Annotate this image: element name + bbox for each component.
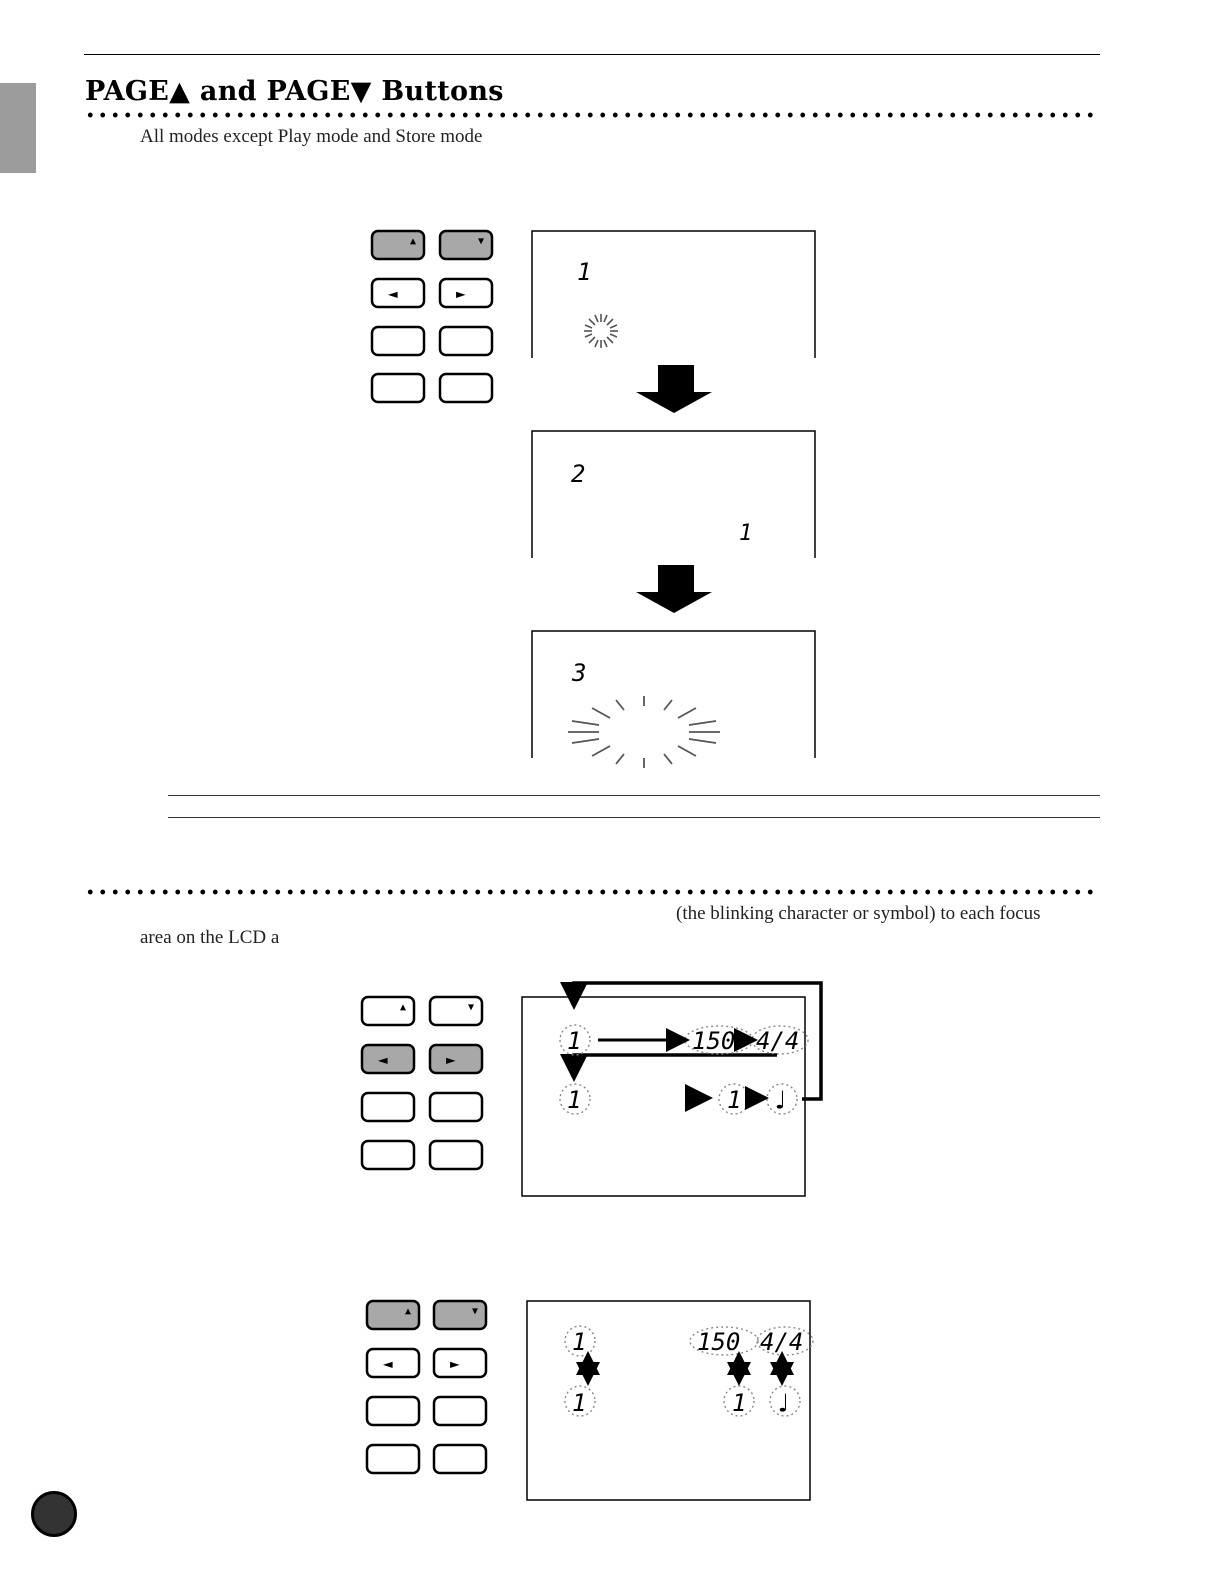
right-button[interactable] xyxy=(430,1045,482,1073)
focus-tempo: 150 xyxy=(692,1027,736,1055)
blank-button[interactable] xyxy=(362,1093,414,1121)
focus-bottom-mid: 1 xyxy=(732,1389,747,1417)
right-icon: ► xyxy=(450,1354,460,1373)
page-down-button[interactable] xyxy=(440,231,492,259)
right-button[interactable] xyxy=(440,279,492,307)
blank-button[interactable] xyxy=(367,1445,419,1473)
blank-button[interactable] xyxy=(440,327,492,355)
right-button[interactable] xyxy=(434,1349,486,1377)
blank-button[interactable] xyxy=(430,1141,482,1169)
note-icon: ♩ xyxy=(772,1086,788,1116)
lcd-page-number: 1 xyxy=(577,258,592,286)
down-arrow-icon xyxy=(636,365,712,413)
lcd-page-1 xyxy=(532,231,815,358)
blank-button[interactable] xyxy=(434,1397,486,1425)
note-icon: ♩ xyxy=(775,1389,791,1419)
page-down-icon: ▼ xyxy=(478,236,485,247)
page-title xyxy=(85,76,504,107)
focus-time-signature: 4/4 xyxy=(760,1328,804,1356)
left-button[interactable] xyxy=(372,279,424,307)
page-down-icon: ▼ xyxy=(472,1306,479,1317)
title-part-suffix: Buttons xyxy=(371,76,504,107)
page-down-glyph: ▼ xyxy=(350,76,372,107)
page-up-button[interactable] xyxy=(367,1301,419,1329)
left-icon: ◄ xyxy=(378,1050,388,1069)
button-panel-2 xyxy=(362,997,482,1169)
focus-tempo: 150 xyxy=(697,1328,741,1356)
blank-button[interactable] xyxy=(434,1445,486,1473)
blank-button[interactable] xyxy=(362,1141,414,1169)
right-icon: ► xyxy=(456,284,466,303)
button-panel-1 xyxy=(372,231,492,402)
title-part-page: PAGE xyxy=(85,76,170,107)
focus-track-number: 1 xyxy=(572,1328,587,1356)
note-rule-bottom xyxy=(168,817,1100,818)
section1-diagram xyxy=(360,220,840,780)
blank-button[interactable] xyxy=(372,374,424,402)
left-icon: ◄ xyxy=(388,284,398,303)
left-button[interactable] xyxy=(362,1045,414,1073)
down-arrow-icon xyxy=(636,565,712,613)
button-panel-3 xyxy=(367,1301,486,1473)
page-up-button[interactable] xyxy=(372,231,424,259)
page-up-glyph: ▲ xyxy=(169,76,191,107)
page-up-icon: ▲ xyxy=(405,1306,412,1317)
page-down-icon: ▼ xyxy=(468,1002,475,1013)
top-rule xyxy=(84,54,1100,55)
dotted-divider xyxy=(84,112,1100,118)
cursor-description: (the blinking character or symbol) to each focus xyxy=(676,903,1041,924)
lcd-page-3 xyxy=(532,631,815,768)
lcd-page-switch-map xyxy=(527,1301,813,1500)
left-icon: ◄ xyxy=(383,1354,393,1373)
lcd-cursor-map xyxy=(522,983,821,1196)
left-button[interactable] xyxy=(367,1349,419,1377)
blank-button[interactable] xyxy=(367,1397,419,1425)
blink-indicator-icon xyxy=(568,696,720,768)
page-down-button[interactable] xyxy=(434,1301,486,1329)
page-down-button[interactable] xyxy=(430,997,482,1025)
lcd-sub-value: 1 xyxy=(739,521,753,546)
page-up-icon: ▲ xyxy=(400,1002,407,1013)
dotted-divider xyxy=(84,889,1100,895)
cursor-description-cont: area on the LCD a xyxy=(140,927,280,948)
right-icon: ► xyxy=(446,1050,456,1069)
focus-bottom-mid: 1 xyxy=(727,1086,742,1114)
focus-track-number: 1 xyxy=(567,1027,582,1055)
focus-bottom-left: 1 xyxy=(572,1389,587,1417)
section3-diagram xyxy=(355,1290,835,1510)
section-side-tab xyxy=(0,83,36,173)
page-number-marker xyxy=(31,1491,77,1537)
blank-button[interactable] xyxy=(440,374,492,402)
focus-bottom-left: 1 xyxy=(567,1086,582,1114)
focus-time-signature: 4/4 xyxy=(756,1027,800,1055)
lcd-page-2 xyxy=(532,431,815,558)
blank-button[interactable] xyxy=(372,327,424,355)
lcd-page-number: 2 xyxy=(571,460,586,488)
mode-note: All modes except Play mode and Store mode xyxy=(140,126,483,147)
blink-indicator-icon xyxy=(584,314,618,348)
page-up-button[interactable] xyxy=(362,997,414,1025)
blank-button[interactable] xyxy=(430,1093,482,1121)
section2-diagram xyxy=(350,975,840,1205)
title-part-middle: and PAGE xyxy=(190,76,351,107)
note-rule-top xyxy=(168,795,1100,796)
page-up-icon: ▲ xyxy=(410,236,417,247)
lcd-page-number: 3 xyxy=(572,659,587,687)
